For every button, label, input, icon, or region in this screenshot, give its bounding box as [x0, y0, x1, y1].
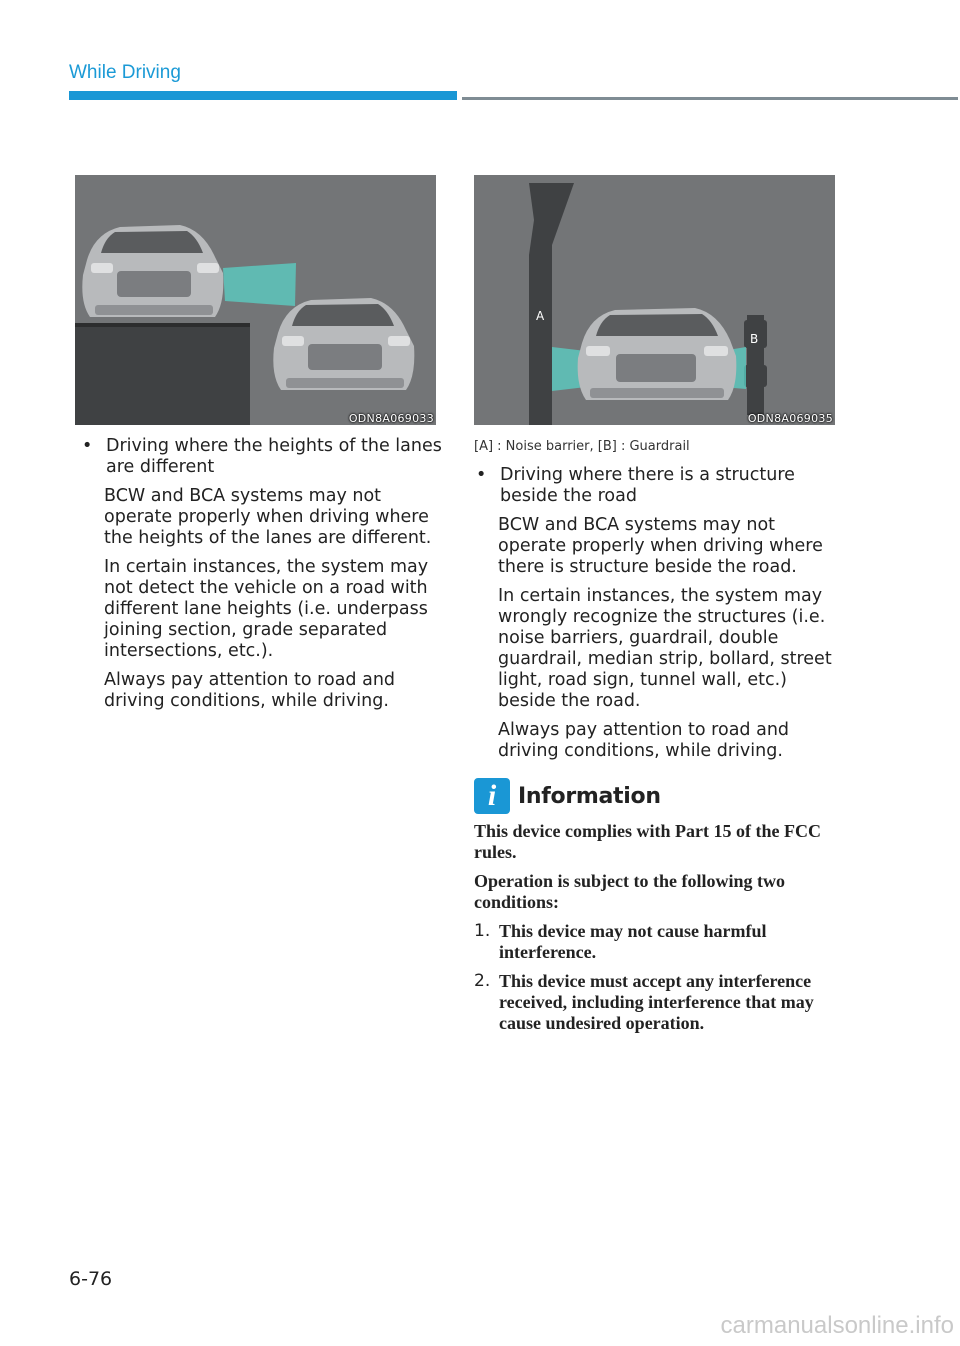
bullet-glyph: •	[82, 436, 93, 456]
figure-code: ODN8A069033	[348, 412, 434, 425]
header-bar-accent	[69, 91, 457, 100]
item-number: 2.	[474, 971, 491, 991]
label-a: A	[536, 309, 545, 323]
paragraph: Always pay attention to road and driving conditions, while driving.	[498, 720, 790, 761]
bullet-heading-text: Driving where there is a structure beside the road	[500, 465, 795, 506]
sensor-beam	[223, 263, 296, 306]
paragraph: Always pay attention to road and driving conditions, while driving.	[104, 670, 396, 711]
figure-caption: [A] : Noise barrier, [B] : Guardrail	[474, 439, 690, 454]
item-number: 1.	[474, 921, 491, 941]
figure-structure-beside-road	[474, 175, 835, 425]
page-number: 6-76	[69, 1268, 113, 1290]
info-paragraph: This device complies with Part 15 of the FCC rules.	[474, 821, 821, 862]
paragraph: In certain instances, the system may not detect the vehicle on a road with different lane heights (i.e. underpass joining section, grade separated intersections, etc.).	[104, 557, 429, 661]
paragraph: BCW and BCA systems may not operate properly when driving where there is structure beside the road.	[498, 515, 823, 577]
label-b: B	[750, 332, 759, 346]
bullet-glyph: •	[476, 465, 487, 485]
figure-lane-heights	[75, 175, 436, 425]
guardrail	[744, 315, 767, 415]
item-text: This device may not cause harmful interference.	[499, 921, 767, 962]
watermark: carmanualsonline.info	[720, 1312, 954, 1339]
lower-car	[273, 298, 414, 390]
bullet-heading	[80, 436, 450, 478]
figure-code: ODN8A069035	[747, 412, 833, 425]
upper-car	[82, 225, 223, 317]
information-body	[474, 821, 834, 1042]
numbered-item	[474, 921, 834, 963]
section-title: While Driving	[69, 62, 181, 83]
center-car	[578, 308, 737, 400]
raised-lane	[75, 325, 250, 425]
info-icon: i	[474, 778, 510, 814]
left-column	[80, 436, 450, 720]
info-paragraph: Operation is subject to the following two conditions:	[474, 871, 785, 912]
paragraph: BCW and BCA systems may not operate properly when driving where the heights of the lanes are different.	[104, 486, 432, 548]
lane-heights-illustration	[75, 175, 436, 425]
information-header	[474, 778, 661, 814]
structure-illustration	[474, 175, 835, 425]
bullet-heading	[474, 465, 844, 507]
bullet-heading-text: Driving where the heights of the lanes are different	[106, 436, 442, 477]
right-column	[474, 436, 844, 770]
information-title: Information	[518, 783, 661, 809]
paragraph: In certain instances, the system may wrongly recognize the structures (i.e. noise barriers, guardrail, double guardrail, median strip, bollard, street light, road sign, tunnel wall, etc.) beside the road.	[498, 586, 832, 711]
item-text: This device must accept any interference received, including interference that may cause undesired operation.	[499, 971, 814, 1033]
header-bar-divider	[462, 97, 958, 100]
numbered-item	[474, 971, 834, 1034]
